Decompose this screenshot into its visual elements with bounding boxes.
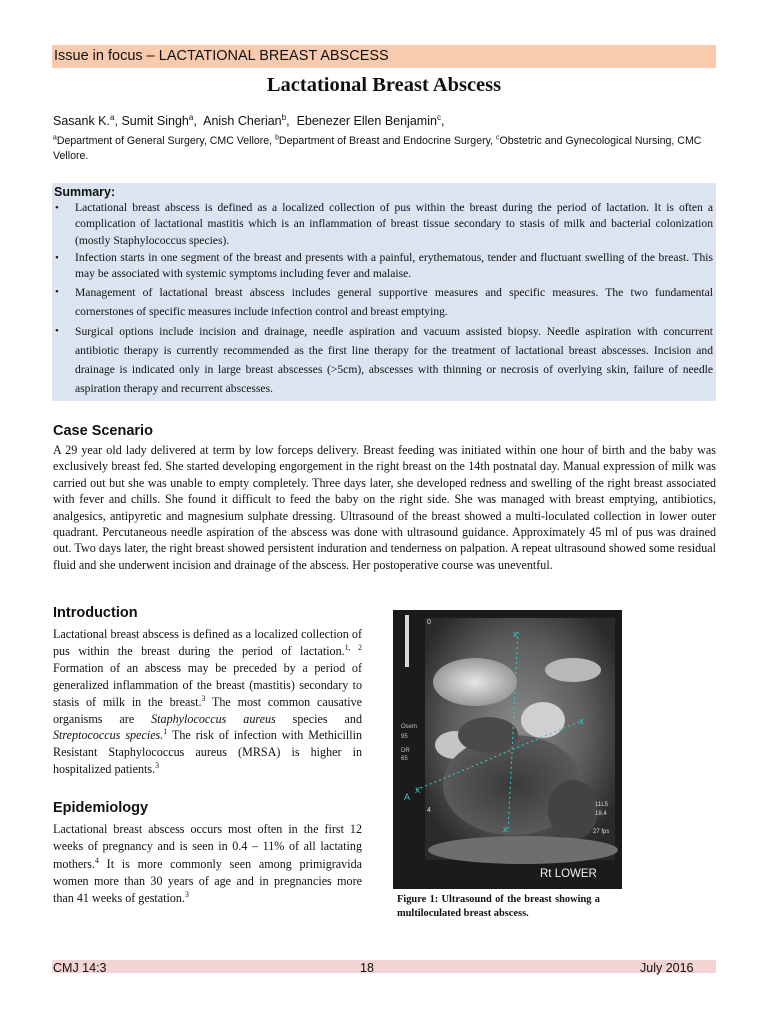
footer-date: July 2016 [640, 961, 694, 975]
citation: 1, 2 [344, 642, 362, 652]
citation: 4 [95, 855, 99, 865]
overlay-label: 18.4 [595, 811, 607, 817]
author-name: Sumit Singh [121, 114, 189, 128]
overlay-label: 4 [427, 807, 431, 814]
lower-tissue-layer [428, 836, 618, 864]
summary-item: • Lactational breast abscess is defined as a localized collection of pus within the breast during the period of lactation. It is often a complication of lactational mastitis which is an inflammation of breast tissue secondary to stasis of milk and bacterial colonization (mostly Staphylococcus species). [53, 200, 713, 249]
ultrasound-figure [393, 610, 622, 889]
affil-sup: b [275, 134, 279, 142]
organism-name: Streptococcus species. [53, 728, 164, 743]
author-sup: a [188, 112, 194, 122]
summary-item: • Infection starts in one segment of the breast and presents with a painful, erythematous, tender and fluctuant swelling of the breast. This may be associated with systemic symptoms including fever and malaise. [53, 250, 713, 283]
author-sup: b [281, 112, 287, 122]
affil-sup: a [53, 134, 57, 142]
citation: 3 [185, 890, 189, 900]
footer-journal: CMJ 14:3 [53, 961, 107, 975]
gray-scale-bar [405, 615, 409, 667]
intro-part: The risk of infection with Methicillin Resistant Staphylococcus aureus (MRSA) is higher in hospitalized patients. [53, 728, 362, 777]
affiliations [53, 134, 713, 164]
abscess-cavity [458, 717, 518, 753]
overlay-label: 27 fps [593, 829, 610, 835]
issue-header-bar [52, 45, 716, 68]
footer-page-number: 18 [360, 961, 374, 975]
overlay-label: 65 [401, 756, 408, 762]
epi-part: It is more commonly seen among primigravida women more than 30 years of age and in pregnancies more than 41 weeks of gestation. [53, 856, 362, 906]
measurement-marker: x [513, 629, 518, 639]
summary-item: • Surgical options include incision and drainage, needle aspiration and vacuum assisted biopsy. Needle aspiration with concurrent antibiotic therapy is currently recommended as the first line therapy for the treatment of lactational breast abscesses. Incision and drainage is indicated only in large breast abscesses (>5cm), abscesses with thinning or necrosis of overlying skin, failure of needle aspiration therapy and recurrent abscesses. [53, 322, 713, 398]
hyperechoic-region [433, 658, 517, 706]
abscess-cavity [548, 780, 598, 840]
author-name: Anish Cherian [203, 114, 282, 128]
intro-part: Lactational breast abscess is defined as a localized collection of pus within the breast during the period of lactation. [53, 627, 362, 658]
introduction-heading: Introduction [53, 605, 138, 621]
ultrasound-image [393, 610, 622, 889]
overlay-label: X [415, 786, 421, 795]
epidemiology-heading: Epidemiology [53, 800, 149, 816]
measurement-marker: x [503, 824, 508, 834]
summary-box [52, 183, 716, 401]
intro-part: The most common causative organisms are [53, 694, 362, 726]
overlay-label: A [404, 792, 411, 802]
author-sup: a [109, 112, 115, 122]
epi-part: Lactational breast abscess occurs most often in the first 12 weeks of pregnancy and is seen in 0.4 – 11% of all lactating mothers. [53, 822, 362, 871]
affil-b: Department of Breast and Endocrine Surgery, [278, 135, 494, 147]
case-scenario-text: A 29 year old lady delivered at term by low forceps delivery. Breast feeding was initiated within one hour of birth and the baby was exclusively breast fed. She started developing engorgement in the right breast on the 14th postnatal day. Manual expression of milk was carried out but she was unable to empty completely. Three days later, she developed redness and swelling of the right breast associated with fever and chills. She found it difficult to feed the baby on the right side. She was managed with breast emptying, antibiotics, analgesics, antipyretic and magnesium sulphate dressing. Ultrasound of the breast showed a multi-loculated collection in lower outer quadrant. Percutaneous needle aspiration of the abscess was done with ultrasound guidance. Approximately 45 ml of pus was drained out. Two days later, the right breast showed persistent induration and tenderness on palpation. A repeat ultrasound showed some residual fluid and she underwent incision and drainage of the abscess. Her postoperative course was uneventful. [53, 443, 716, 572]
affil-sup: c [496, 134, 500, 142]
overlay-label: 0 [427, 619, 431, 626]
summary-item: • Management of lactational breast abscess includes general supportive measures and specific measures. The two fundamental cornerstones of specific measures include infection control and breast emptying. [53, 283, 713, 321]
affil-c: Obstetric and Gynecological Nursing, CMC Vellore. [53, 135, 702, 162]
scan-orientation-label: Rt LOWER [540, 868, 597, 880]
overlay-label: 95 [401, 734, 408, 740]
summary-heading: Summary: [54, 185, 116, 199]
author-name: Ebenezer Ellen Benjamin [296, 114, 437, 128]
epidemiology-text [53, 821, 362, 907]
affil-a: Department of General Surgery, CMC Vellore, [56, 135, 273, 147]
overlay-label: Osem [401, 724, 418, 730]
hyperechoic-region [521, 702, 565, 738]
figure-caption: Figure 1: Ultrasound of the breast showing a multiloculated breast abscess. [397, 894, 600, 919]
intro-part: Formation of an abscess may be preceded by a period of generalized inflammation of the breast (mastitis) secondary to stasis of milk in the breast. [53, 660, 362, 709]
author-name: Sasank K. [53, 114, 110, 128]
citation: 3 [155, 761, 160, 771]
overlay-label: DR [401, 748, 410, 754]
introduction-text [53, 626, 362, 778]
author-list: Sasank K.$^a$, Sumit Singh$^a$, Anish Cherian$^b$, Ebenezer Ellen Benjamin$^c$, [53, 112, 445, 128]
hyperechoic-region [545, 658, 601, 682]
issue-label: Issue in focus – LACTATIONAL BREAST ABSCESS [54, 48, 389, 64]
case-scenario-heading: Case Scenario [53, 423, 153, 439]
organism-name: Staphylococcus aureus [151, 711, 276, 726]
author-sup: c [436, 112, 441, 122]
citation: 1 [163, 727, 168, 737]
overlay-label: 11L5 [595, 802, 608, 808]
summary-list [53, 200, 713, 398]
intro-part: species and [275, 711, 362, 726]
footer-bar [52, 960, 716, 973]
measurement-marker: x [579, 716, 584, 726]
article-title: Lactational Breast Abscess [266, 74, 502, 96]
citation: 3 [201, 693, 206, 703]
